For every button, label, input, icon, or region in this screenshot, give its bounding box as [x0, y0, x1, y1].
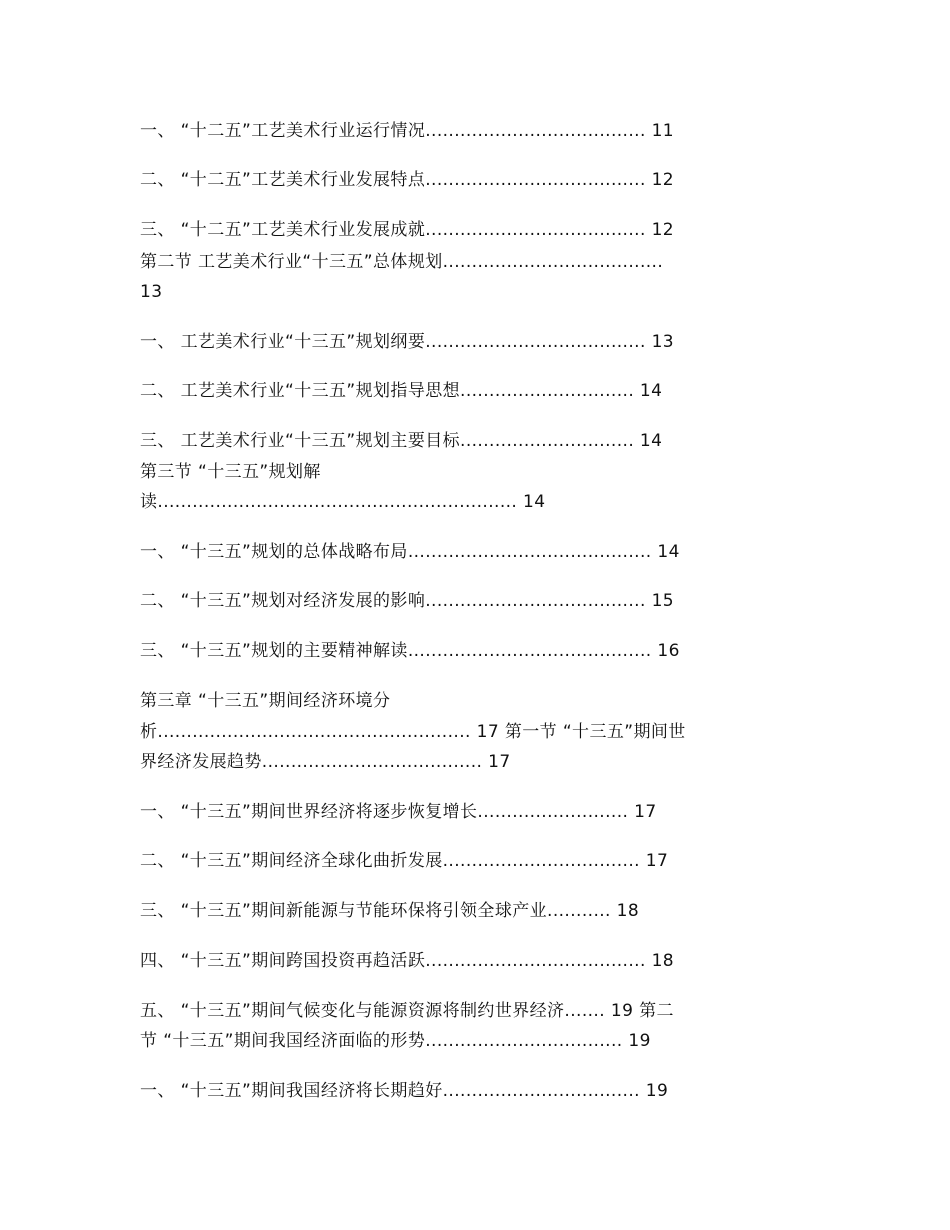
toc-line: 二、 “十三五”期间经济全球化曲折发展.................................. 17: [140, 851, 669, 871]
toc-line: 节 “十三五”期间我国经济面临的形势.................................. 19: [140, 1031, 651, 1051]
toc-line: 一、 工艺美术行业“十三五”规划纲要...................................... 13: [140, 332, 674, 352]
toc-line: 一、 “十三五”规划的总体战略布局.......................................... 14: [140, 542, 680, 562]
toc-line: 一、 “十三五”期间世界经济将逐步恢复增长.......................... 17: [140, 802, 657, 822]
toc-line: 第二节 工艺美术行业“十三五”总体规划......................................: [140, 252, 664, 272]
toc-line: 五、 “十三五”期间气候变化与能源资源将制约世界经济....... 19 第二: [140, 1001, 674, 1021]
toc-line: 析...................................................... 17 第一节 “十三五”期间世: [140, 722, 686, 742]
toc-line: 三、 “十三五”规划的主要精神解读.......................................... 16: [140, 641, 680, 661]
toc-line: 四、 “十三五”期间跨国投资再趋活跃...................................... 18: [140, 951, 674, 971]
toc-line: 三、 工艺美术行业“十三五”规划主要目标.............................. 14: [140, 431, 663, 451]
toc-line: 二、 工艺美术行业“十三五”规划指导思想.............................. 14: [140, 381, 663, 401]
toc-line: 13: [140, 282, 163, 302]
toc-line: 一、 “十二五”工艺美术行业运行情况...................................... 11: [140, 121, 674, 141]
toc-line: 界经济发展趋势...................................... 17: [140, 752, 511, 772]
toc-line: 第三章 “十三五”期间经济环境分: [140, 691, 391, 711]
toc-line: 二、 “十二五”工艺美术行业发展特点...................................... 12: [140, 170, 674, 190]
toc-line: 三、 “十三五”期间新能源与节能环保将引领全球产业........... 18: [140, 901, 640, 921]
toc-line: 二、 “十三五”规划对经济发展的影响...................................... 15: [140, 591, 674, 611]
toc-line: 一、 “十三五”期间我国经济将长期趋好.................................. 19: [140, 1081, 669, 1101]
toc-line: 读.............................................................. 14: [140, 492, 546, 512]
toc-line: 三、 “十二五”工艺美术行业发展成就...................................... 12: [140, 220, 674, 240]
toc-line: 第三节 “十三五”规划解: [140, 462, 321, 482]
